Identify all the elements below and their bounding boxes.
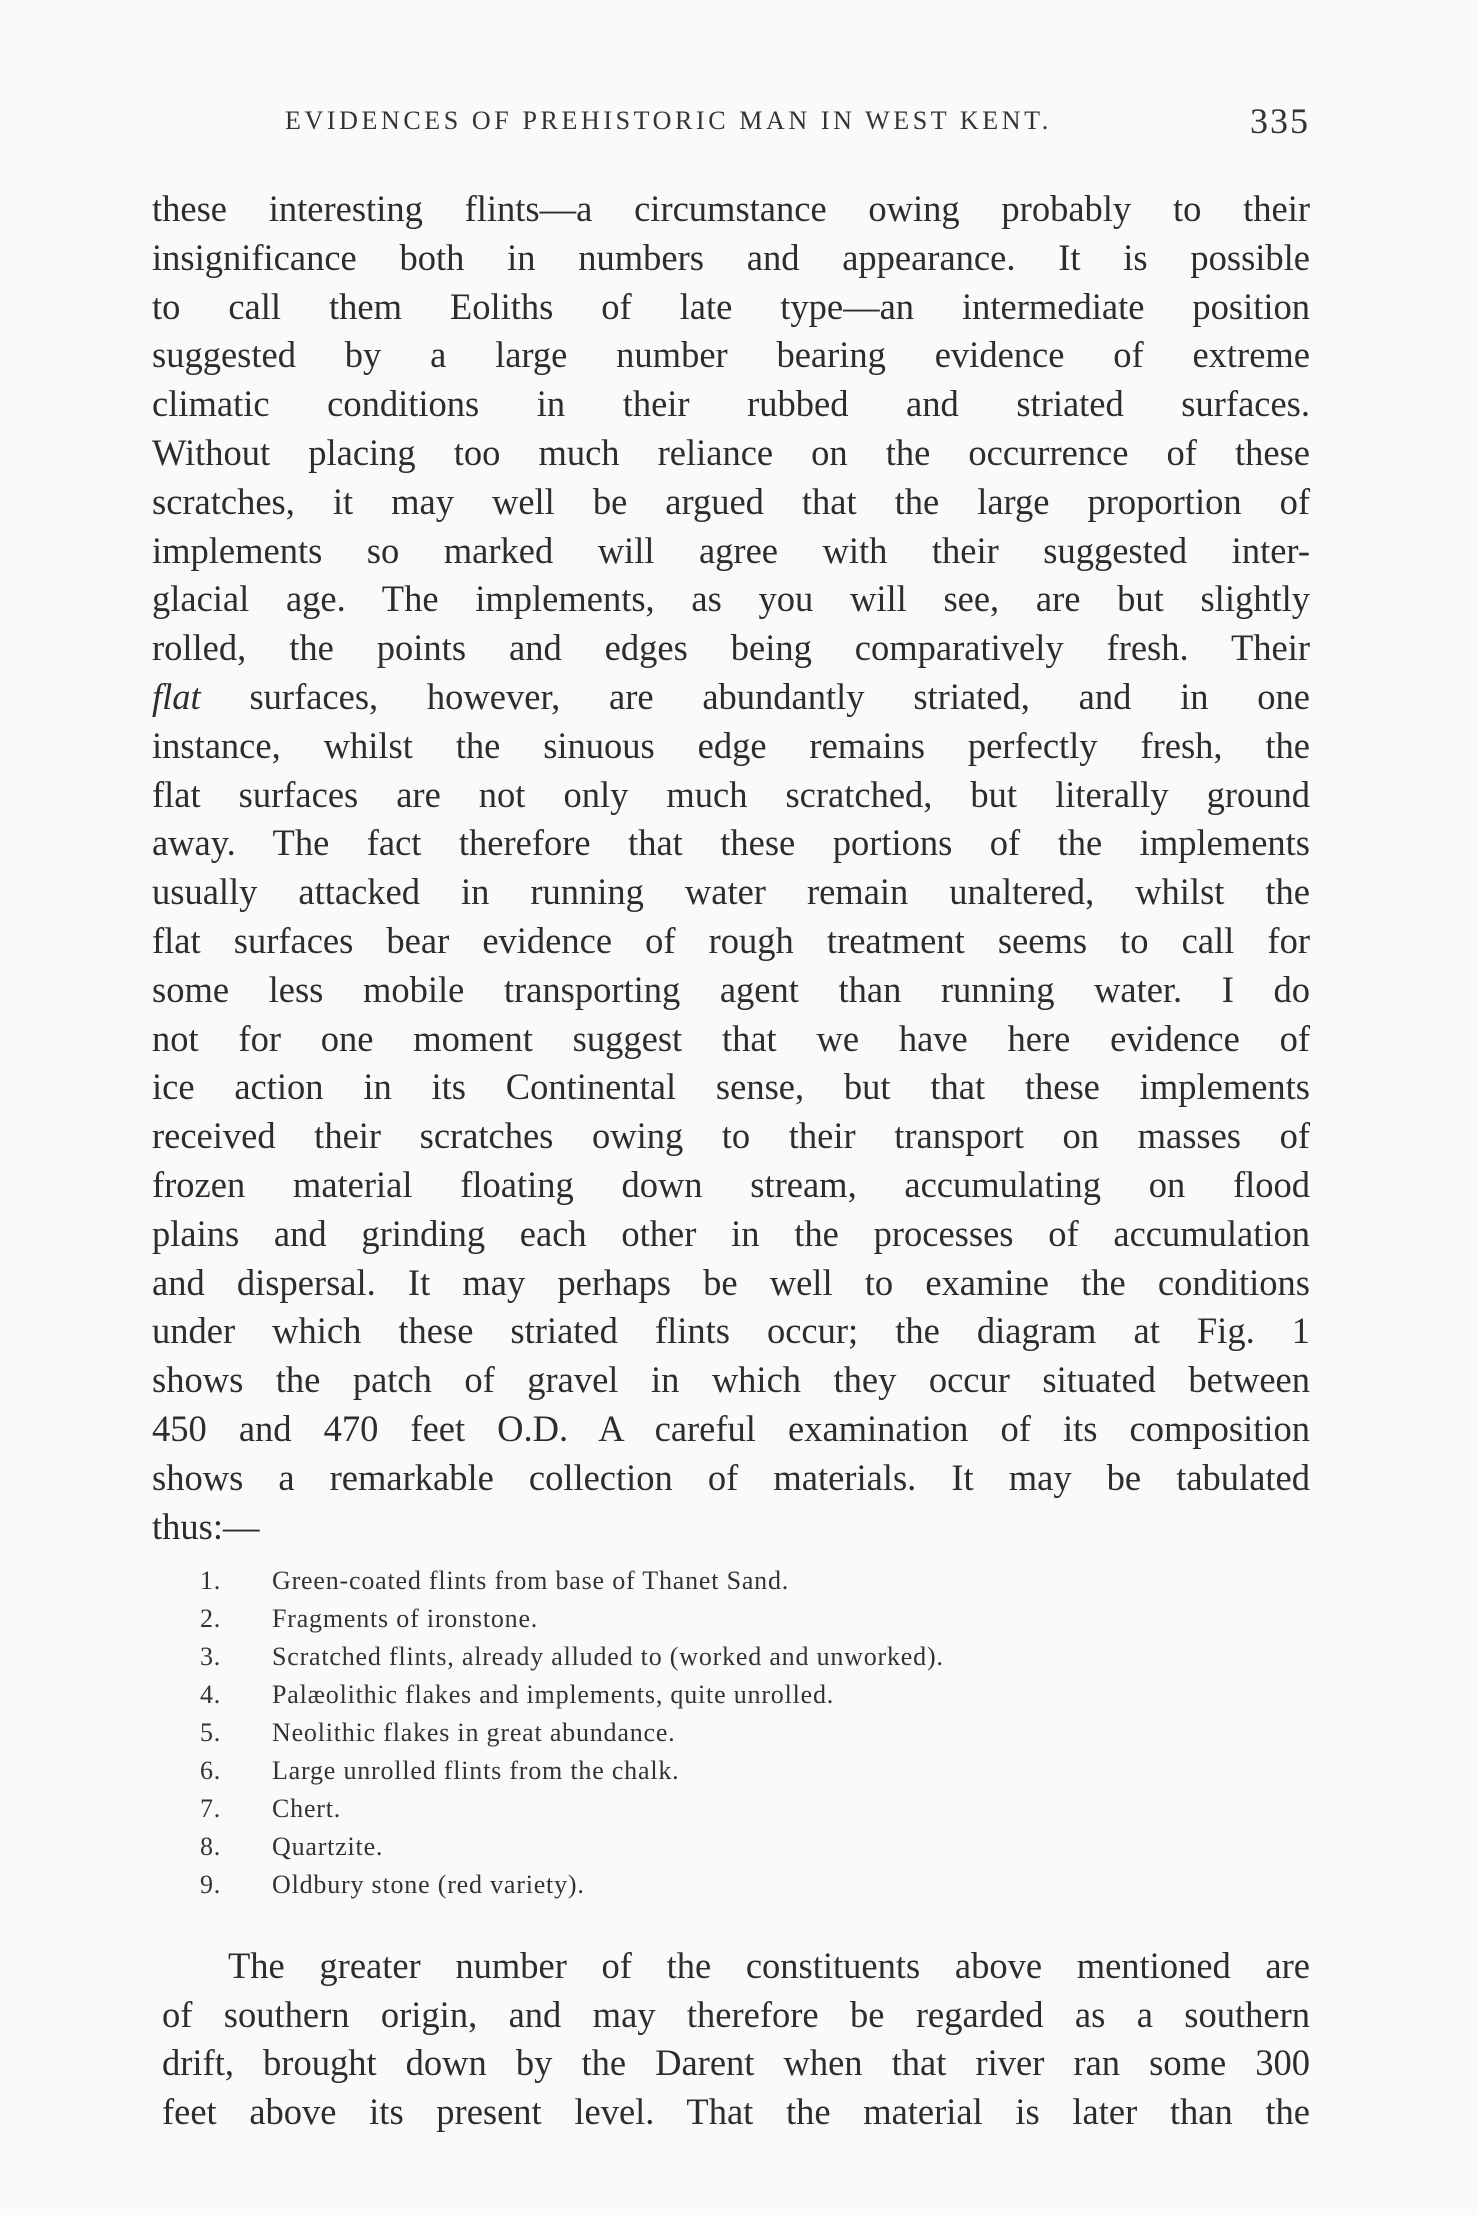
list-number: 8. bbox=[200, 1832, 222, 1861]
list-text: Neolithic flakes in great abundance. bbox=[272, 1718, 676, 1747]
text-line: not for one moment suggest that we have here evidence of bbox=[152, 1017, 1310, 1059]
text-line: 450 and 470 feet O.D. A careful examination of its composition bbox=[152, 1407, 1310, 1449]
page-number: 335 bbox=[1250, 101, 1310, 141]
text-line: under which these striated flints occur; the diagram at Fig. 1 bbox=[152, 1310, 1310, 1352]
list-number: 9. bbox=[200, 1870, 222, 1899]
list-item bbox=[200, 1600, 1200, 1638]
list-item bbox=[200, 1828, 1200, 1866]
list-item bbox=[200, 1714, 1200, 1752]
text-line: glacial age. The implements, as you will see, are but slightly bbox=[152, 578, 1310, 620]
text-line: implements so marked will agree with their suggested inter- bbox=[152, 529, 1310, 571]
text-line: shows a remarkable collection of materials. It may be tabulated bbox=[152, 1456, 1310, 1498]
text-line: The greater number of the constituents above mentioned are bbox=[228, 1945, 1310, 1986]
list-item bbox=[200, 1638, 1200, 1676]
list-text: Chert. bbox=[272, 1794, 342, 1823]
text-line: of southern origin, and may therefore be regarded as a southern bbox=[162, 1993, 1310, 2035]
text-line: to call them Eoliths of late type—an intermediate position bbox=[152, 285, 1310, 327]
text-line: rolled, the points and edges being comparatively fresh. Their bbox=[152, 627, 1310, 669]
list-text: Oldbury stone (red variety). bbox=[272, 1870, 585, 1899]
text-line: scratches, it may well be argued that the large proportion of bbox=[152, 480, 1310, 522]
list-item bbox=[200, 1866, 1200, 1904]
text-line: flat surfaces bear evidence of rough treatment seems to call for bbox=[152, 919, 1310, 961]
running-head: EVIDENCES OF PREHISTORIC MAN IN WEST KENT. bbox=[285, 106, 1052, 135]
list-text: Quartzite. bbox=[272, 1832, 384, 1861]
materials-list bbox=[200, 1562, 1200, 1904]
text-line: and dispersal. It may perhaps be well to examine the conditions bbox=[152, 1261, 1310, 1303]
list-number: 6. bbox=[200, 1756, 222, 1785]
text-line: away. The fact therefore that these portions of the implements bbox=[152, 822, 1310, 864]
list-item bbox=[200, 1752, 1200, 1790]
list-text: Scratched flints, already alluded to (worked and unworked). bbox=[272, 1642, 944, 1671]
list-item bbox=[200, 1790, 1200, 1828]
list-number: 3. bbox=[200, 1642, 222, 1671]
text-line: plains and grinding each other in the processes of accumulation bbox=[152, 1212, 1310, 1254]
text-line: some less mobile transporting agent than running water. I do bbox=[152, 968, 1310, 1010]
text-line: received their scratches owing to their transport on masses of bbox=[152, 1115, 1310, 1157]
list-text: Green-coated flints from base of Thanet Sand. bbox=[272, 1566, 790, 1595]
text-line: insignificance both in numbers and appearance. It is possible bbox=[152, 236, 1310, 278]
list-number: 5. bbox=[200, 1718, 222, 1747]
list-number: 2. bbox=[200, 1604, 222, 1633]
text-line: feet above its present level. That the material is later than the bbox=[162, 2090, 1310, 2132]
text-line: these interesting flints—a circumstance owing probably to their bbox=[152, 188, 1310, 229]
text-line: frozen material floating down stream, accumulating on flood bbox=[152, 1163, 1310, 1205]
list-number: 4. bbox=[200, 1680, 222, 1709]
italic-word: flat bbox=[152, 675, 201, 717]
list-item bbox=[200, 1562, 1200, 1600]
text-line: Without placing too much reliance on the occurrence of these bbox=[152, 431, 1310, 473]
text-line bbox=[152, 673, 1310, 722]
text-line: instance, whilst the sinuous edge remains perfectly fresh, the bbox=[152, 724, 1310, 766]
paragraph-2 bbox=[162, 1942, 1310, 2136]
list-number: 7. bbox=[200, 1794, 222, 1823]
list-text: Large unrolled flints from the chalk. bbox=[272, 1756, 680, 1785]
text-line: climatic conditions in their rubbed and striated surfaces. bbox=[152, 383, 1310, 425]
list-number: 1. bbox=[200, 1566, 222, 1595]
list-text: Palæolithic flakes and implements, quite unrolled. bbox=[272, 1680, 835, 1709]
text-line: flat surfaces are not only much scratched, but literally ground bbox=[152, 773, 1310, 815]
paragraph-1 bbox=[152, 185, 1310, 1551]
text-line: suggested by a large number bearing evidence of extreme bbox=[152, 334, 1310, 376]
text-fragment: surfaces, however, are abundantly striated, and in one bbox=[200, 675, 1310, 717]
list-item bbox=[200, 1676, 1200, 1714]
text-line: shows the patch of gravel in which they occur situated between bbox=[152, 1359, 1310, 1401]
page-header bbox=[280, 100, 1310, 150]
text-line: drift, brought down by the Darent when that river ran some 300 bbox=[162, 2042, 1310, 2084]
text-line: thus:— bbox=[152, 1505, 260, 1547]
text-line: ice action in its Continental sense, but that these implements bbox=[152, 1066, 1310, 1108]
list-text: Fragments of ironstone. bbox=[272, 1604, 539, 1633]
text-line: usually attacked in running water remain unaltered, whilst the bbox=[152, 871, 1310, 913]
